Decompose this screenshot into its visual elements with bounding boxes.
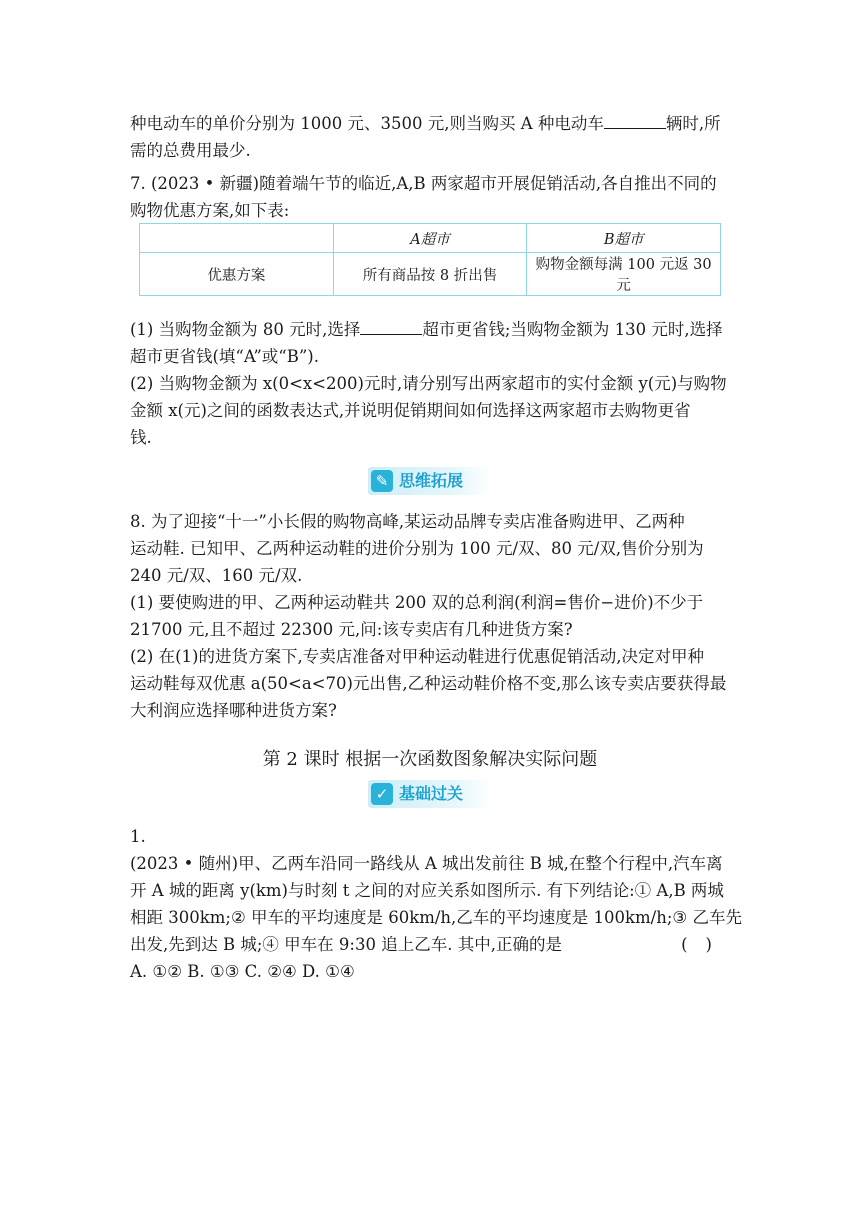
banner-label: 基础过关: [399, 784, 464, 803]
table-header-b: B超市: [527, 224, 721, 253]
q1-options: A. ①② B. ①③ C. ②④ D. ①④: [130, 962, 355, 981]
q8-line-3: 240 元/双、160 元/双.: [130, 566, 303, 585]
q8-part-2-line-2: 运动鞋每双优惠 a(50<a<70)元出售,乙种运动鞋价格不变,那么该专卖店要获得最: [130, 674, 727, 693]
q7-parts: [130, 316, 730, 451]
intro-paragraph: [130, 110, 730, 164]
q7-part-1-text-a: (1) 当购物金额为 80 元时,选择: [130, 320, 361, 339]
q7-part-2-line-2: 金额 x(元)之间的函数表达式,并说明促销期间如何选择这两家超市去购物更省: [130, 401, 691, 420]
q7-line-2: 购物优惠方案,如下表:: [130, 201, 290, 220]
q8-line-2: 运动鞋. 已知甲、乙两种运动鞋的进价分别为 100 元/双、80 元/双,售价分别为: [130, 539, 704, 558]
question-7-stem: [130, 170, 730, 224]
q1-line-2: 开 A 城的距离 y(km)与时刻 t 之间的对应关系如图所示. 有下列结论:① A,B 两城: [130, 881, 724, 900]
answer-blank-2[interactable]: [360, 319, 422, 335]
q7-part-1-line-2: 超市更省钱(填“A”或“B”).: [130, 347, 319, 366]
q7-part-2-line-3: 钱.: [130, 428, 152, 447]
intro-line-1: [130, 110, 730, 137]
discount-table: [139, 223, 721, 296]
edit-check-icon: ✎: [371, 470, 393, 492]
table-cell-b: 购物金额每满 100 元返 30 元: [527, 253, 721, 296]
q1-line-4-text: 出发,先到达 B 城;④ 甲车在 9:30 追上乙车. 其中,正确的是: [130, 935, 562, 954]
table-row: [140, 253, 721, 296]
q8-part-1-line-1: (1) 要使购进的甲、乙两种运动鞋共 200 双的总利润(利润=售价−进价)不少于: [130, 593, 704, 612]
lesson-title: 第 2 课时 根据一次函数图象解决实际问题: [262, 749, 598, 770]
answer-parentheses[interactable]: (): [681, 935, 730, 954]
section-banner-extension: [368, 467, 492, 495]
intro-text-a: 种电动车的单价分别为 1000 元、3500 元,则当购买 A 种电动车: [130, 114, 604, 133]
q7-part-1-line-1: [130, 316, 730, 343]
table-cell-a: 所有商品按 8 折出售: [333, 253, 527, 296]
table-header-a: A超市: [333, 224, 527, 253]
table-header-blank: [140, 224, 334, 253]
question-1: [130, 823, 742, 985]
q8-part-2-line-3: 大利润应选择哪种进货方案?: [130, 701, 337, 720]
section-banner-basics: [368, 780, 492, 808]
q7-part-1-text-b: 超市更省钱;当购物金额为 130 元时,选择: [422, 320, 723, 339]
q1-line-1: (2023 • 随州)甲、乙两车沿同一路线从 A 城出发前往 B 城,在整个行程中,汽车离: [130, 854, 723, 873]
q8-part-2-line-1: (2) 在(1)的进货方案下,专卖店准备对甲种运动鞋进行优惠促销活动,决定对甲种: [130, 647, 704, 666]
table-row-label: 优惠方案: [140, 253, 334, 296]
q1-line-3: 相距 300km;② 甲车的平均速度是 60km/h,乙车的平均速度是 100km/h;③ 乙车先: [130, 908, 742, 927]
q1-line-4: [130, 931, 730, 958]
check-box-icon: ✓: [371, 783, 393, 805]
question-8: [130, 508, 730, 724]
q8-part-1-line-2: 21700 元,且不超过 22300 元,问:该专卖店有几种进货方案?: [130, 620, 573, 639]
banner-label: 思维拓展: [399, 471, 464, 490]
table-row: [140, 224, 721, 253]
intro-text-b: 辆时,所: [665, 114, 721, 133]
q7-part-2-line-1: (2) 当购物金额为 x(0<x<200)元时,请分别写出两家超市的实付金额 y(元)与购物: [130, 374, 727, 393]
q1-number: 1.: [130, 827, 146, 846]
q7-line-1: 7. (2023 • 新疆)随着端午节的临近,A,B 两家超市开展促销活动,各自推出不同的: [130, 174, 717, 193]
q8-line-1: 8. 为了迎接“十一”小长假的购物高峰,某运动品牌专卖店准备购进甲、乙两种: [130, 512, 685, 531]
answer-blank-1[interactable]: [604, 113, 666, 129]
intro-line-2: 需的总费用最少.: [130, 141, 251, 160]
